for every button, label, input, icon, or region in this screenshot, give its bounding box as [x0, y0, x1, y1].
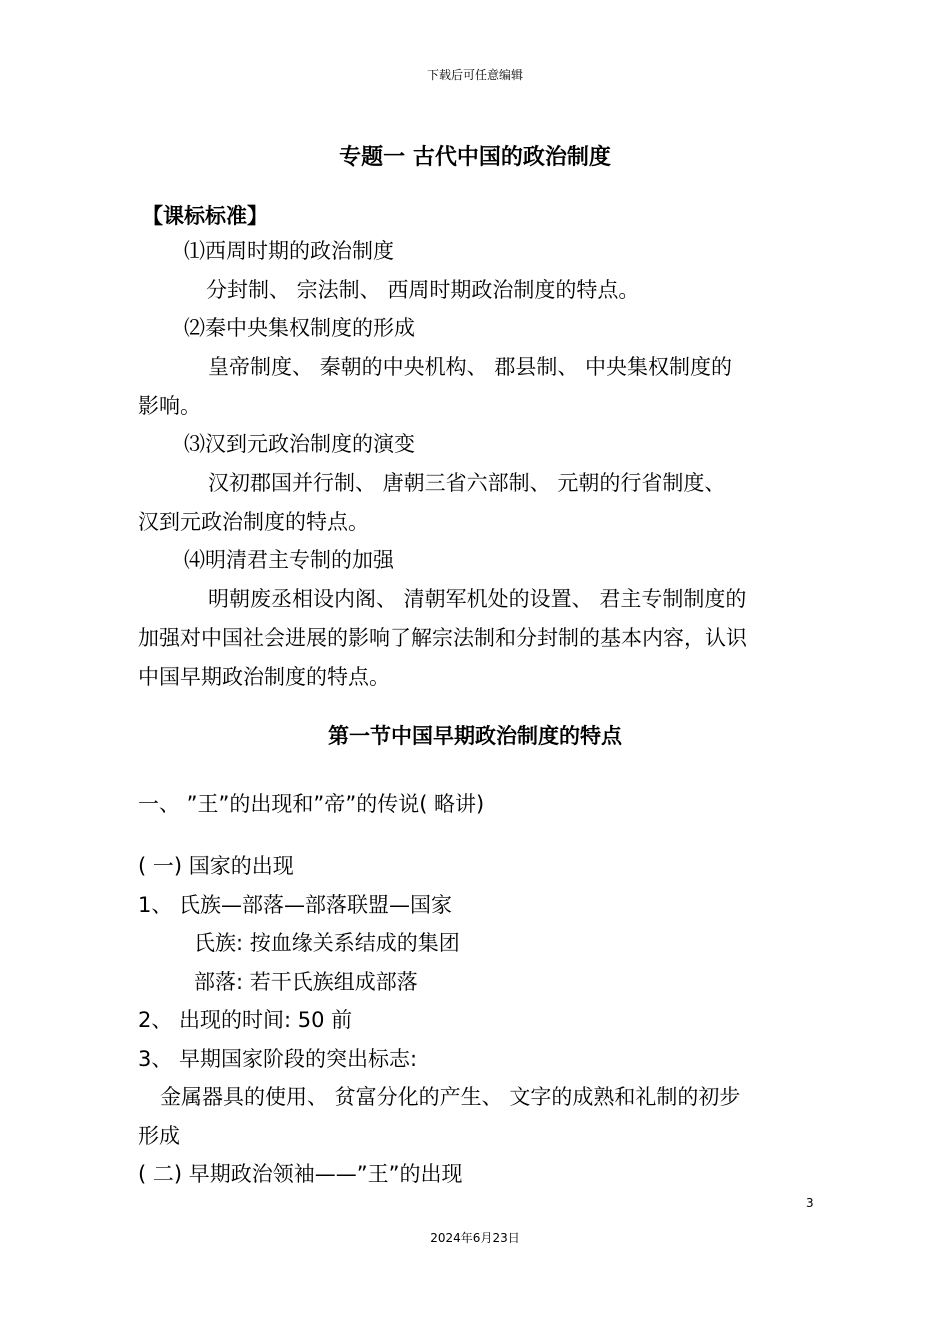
document-title: 专题一 古代中国的政治制度 — [339, 145, 611, 170]
sub-2-heading: ( 二) 早期政治领袖——”王”的出现 — [138, 1162, 463, 1186]
standard-2-body-line-1: 皇帝制度、 秦朝的中央机构、 郡县制、 中央集权制度的 — [208, 355, 733, 379]
item-1-tribe: 部落: 若干氏族组成部落 — [194, 970, 418, 994]
standard-4-heading: ⑷明清君主专制的加强 — [184, 548, 394, 572]
page-header: 下载后可任意编辑 — [426, 68, 523, 82]
standard-4-body-line-2: 加强对中国社会进展的影响了解宗法制和分封制的基本内容，认识 — [138, 626, 747, 650]
page-number: 3 — [806, 1196, 814, 1210]
part-1-heading: 一、 ”王”的出现和”帝”的传说( 略讲) — [138, 792, 485, 816]
item-3: 3、 早期国家阶段的突出标志: — [138, 1047, 418, 1071]
curriculum-standard-heading: 【课标标准】 — [142, 204, 268, 228]
standard-4-body-line-3: 中国早期政治制度的特点。 — [138, 665, 390, 689]
standard-3-body-line-1: 汉初郡国并行制、 唐朝三省六部制、 元朝的行省制度、 — [208, 471, 726, 495]
standard-1-body: 分封制、 宗法制、 西周时期政治制度的特点。 — [206, 278, 640, 302]
section-title: 第一节中国早期政治制度的特点 — [328, 724, 622, 748]
item-2: 2、 出现的时间: 50 前 — [138, 1008, 353, 1032]
standard-3-body-line-2: 汉到元政治制度的特点。 — [138, 510, 369, 534]
standard-1-heading: ⑴西周时期的政治制度 — [184, 239, 394, 263]
footer-date: 2024年6月23日 — [430, 1231, 520, 1245]
standard-2-heading: ⑵秦中央集权制度的形成 — [184, 316, 415, 340]
item-1-clan: 氏族: 按血缘关系结成的集团 — [194, 931, 460, 955]
item-3-body-line-1: 金属器具的使用、 贫富分化的产生、 文字的成熟和礼制的初步 — [160, 1085, 741, 1109]
standard-4-body-line-1: 明朝废丞相设内阁、 清朝军机处的设置、 君主专制制度的 — [208, 587, 747, 611]
item-1: 1、 氏族—部落—部落联盟—国家 — [138, 893, 453, 917]
standard-2-body-line-2: 影响。 — [138, 394, 201, 418]
item-3-body-line-2: 形成 — [138, 1124, 180, 1148]
standard-3-heading: ⑶汉到元政治制度的演变 — [184, 432, 415, 456]
sub-1-heading: ( 一) 国家的出现 — [138, 854, 294, 878]
